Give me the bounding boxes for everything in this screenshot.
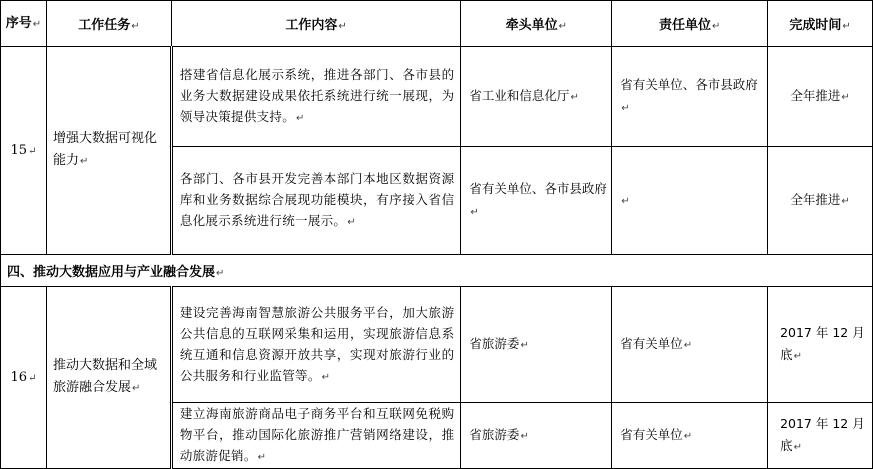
content-cell: 搭建省信息化展示系统，推进各部门、各市县的业务大数据建设成果依托系统进行统一展现，为领导决策提供支持。↵ xyxy=(171,47,461,147)
completion-time-cell: 全年推进↵ xyxy=(768,147,873,255)
completion-time-cell: 全年推进↵ xyxy=(768,47,873,147)
table-row xyxy=(1,287,873,403)
section-heading: 四、推动大数据应用与产业融合发展↵ xyxy=(1,255,873,287)
task-cell: 推动大数据和全域旅游融合发展↵ xyxy=(46,287,171,469)
section-row xyxy=(1,255,873,287)
header-content: 工作内容↵ xyxy=(171,1,461,47)
completion-time-cell: 2017 年 12 月底↵ xyxy=(768,403,873,469)
content-cell: 各部门、各市县开发完善本部门本地区数据资源库和业务数据综合展现功能模块，有序接入省信息化展示系统进行统一展示。↵ xyxy=(171,147,461,255)
content-cell: 建立海南旅游商品电子商务平台和互联网免税购物平台，推动国际化旅游推广营销网络建设，推动旅游促销。↵ xyxy=(171,403,461,469)
header-seq: 序号↵ xyxy=(1,1,47,47)
responsible-unit-cell: 省有关单位、各市县政府↵ xyxy=(612,47,768,147)
header-row xyxy=(1,1,873,47)
header-time: 完成时间↵ xyxy=(768,1,873,47)
header-lead: 牵头单位↵ xyxy=(461,1,612,47)
row-number: 15↵ xyxy=(1,47,47,255)
table-row xyxy=(1,47,873,147)
completion-time-cell: 2017 年 12 月底↵ xyxy=(768,287,873,403)
responsible-unit-cell: 省有关单位↵ xyxy=(612,287,768,403)
lead-unit-cell: 省旅游委↵ xyxy=(461,287,612,403)
lead-unit-cell: 省工业和信息化厅↵ xyxy=(461,47,612,147)
responsible-unit-cell: ↵ xyxy=(612,147,768,255)
content-cell: 建设完善海南智慧旅游公共服务平台，加大旅游公共信息的互联网采集和运用，实现旅游信息系统互通和信息资源开放共享，实现对旅游行业的公共服务和行业监管等。↵ xyxy=(171,287,461,403)
task-cell: 增强大数据可视化能力↵ xyxy=(46,47,171,255)
responsible-unit-cell: 省有关单位↵ xyxy=(612,403,768,469)
lead-unit-cell: 省有关单位、各市县政府↵ xyxy=(461,147,612,255)
row-number: 16↵ xyxy=(1,287,47,469)
header-resp: 责任单位↵ xyxy=(612,1,768,47)
header-task: 工作任务↵ xyxy=(46,1,171,47)
lead-unit-cell: 省旅游委↵ xyxy=(461,403,612,469)
